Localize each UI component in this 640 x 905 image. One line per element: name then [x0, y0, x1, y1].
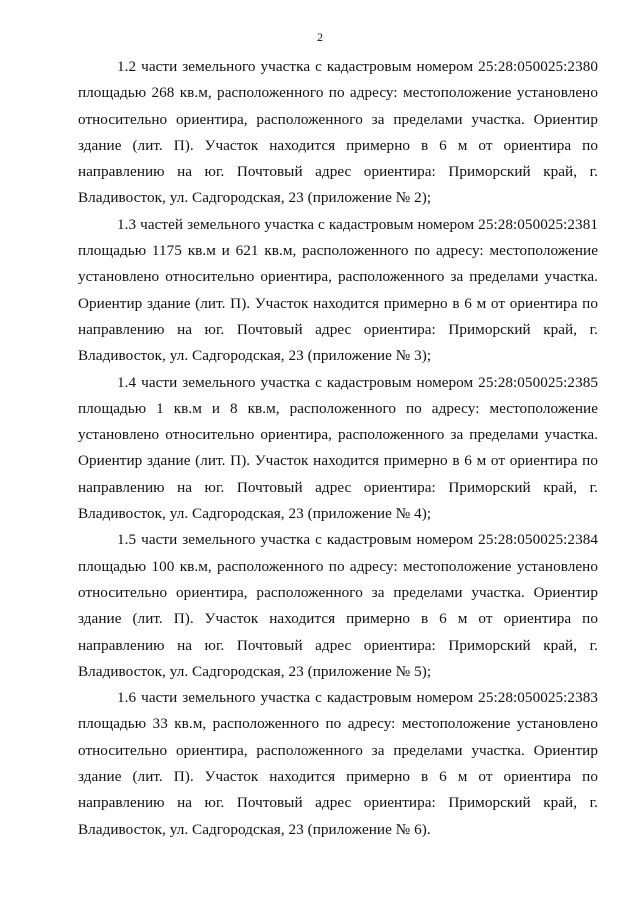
- paragraph-1-6: 1.6 части земельного участка с кадастровым номером 25:28:050025:2383 площадью 33 кв.м, расположенного по адресу: местоположение установлено относительно ориентира, расположенного за пределами участка. Ориентир здание (лит. П). Участок находится примерно в 6 м от ориентира по направлению на юг. Почтовый адрес ориентира: Приморский край, г. Владивосток, ул. Садгородская, 23 (приложение № 6).: [78, 689, 598, 838]
- paragraph-1-3: 1.3 частей земельного участка с кадастровым номером 25:28:050025:2381 площадью 1175 кв.м и 621 кв.м, расположенного по адресу: местоположение установлено относительно ориентира, расположенного за пределами участка. Ориентир здание (лит. П). Участок находится примерно в 6 м от ориентира по направлению на юг. Почтовый адрес ориентира: Приморский край, г. Владивосток, ул. Садгородская, 23 (приложение № 3);: [78, 215, 598, 365]
- page-number: 2: [317, 30, 323, 44]
- paragraph-1-5: 1.5 части земельного участка с кадастровым номером 25:28:050025:2384 площадью 100 кв.м, расположенного по адресу: местоположение установлено относительно ориентира, расположенного за пределами участка. Ориентир здание (лит. П). Участок находится примерно в 6 м от ориентира по направлению на юг. Почтовый адрес ориентира: Приморский край, г. Владивосток, ул. Садгородская, 23 (приложение № 5);: [78, 531, 598, 680]
- paragraph-1-2: 1.2 части земельного участка с кадастровым номером 25:28:050025:2380 площадью 268 кв.м, расположенного по адресу: местоположение установлено относительно ориентира, расположенного за пределами участка. Ориентир здание (лит. П). Участок находится примерно в 6 м от ориентира по направлению на юг. Почтовый адрес ориентира: Приморский край, г. Владивосток, ул. Садгородская, 23 (приложение № 2);: [78, 58, 598, 207]
- paragraph-1-4: 1.4 части земельного участка с кадастровым номером 25:28:050025:2385 площадью 1 кв.м и 8 кв.м, расположенного по адресу: местоположение установлено относительно ориентира, расположенного за пределами участка. Ориентир здание (лит. П). Участок находится примерно в 6 м от ориентира по направлению на юг. Почтовый адрес ориентира: Приморский край, г. Владивосток, ул. Садгородская, 23 (приложение № 4);: [78, 373, 598, 523]
